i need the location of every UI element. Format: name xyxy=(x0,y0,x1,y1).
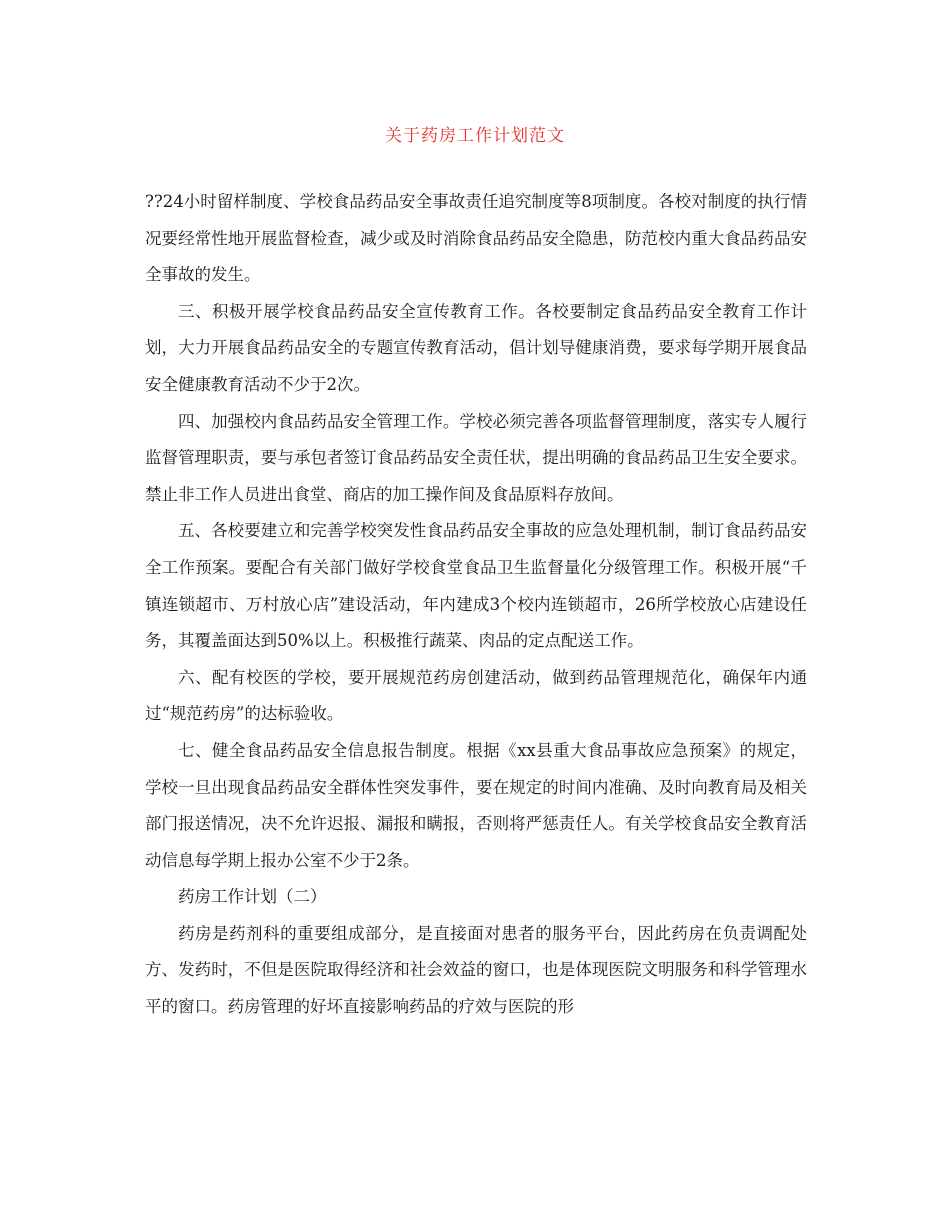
paragraph-section-five: 五、各校要建立和完善学校突发性食品药品安全事故的应急处理机制，制订食品药品安全工作预案。要配合有关部门做好学校食堂食品卫生监督量化分级管理工作。积极开展“千镇连锁超市、万村放心店”建设活动，年内建成3个校内连锁超市，26所学校放心店建设任务，其覆盖面达到50%以上。积极推行蔬菜、肉品的定点配送工作。 xyxy=(145,521,807,651)
paragraph-section-seven: 七、健全食品药品安全信息报告制度。根据《xx县重大食品事故应急预案》的规定，学校一旦出现食品药品安全群体性突发事件，要在规定的时间内准确、及时向教育局及相关部门报送情况，决不允许迟报、漏报和瞒报，否则将严惩责任人。有关学校食品安全教育活动信息每学期上报办公室不少于2条。 xyxy=(145,740,807,870)
paragraph-pharmacy-intro: 药房是药剂科的重要组成部分，是直接面对患者的服务平台，因此药房在负责调配处方、发药时，不但是医院取得经济和社会效益的窗口，也是体现医院文明服务和科学管理水平的窗口。药房管理的好坏直接影响药品的疗效与医院的形 xyxy=(145,923,807,1017)
section-heading-plan-two: 药房工作计划（二） xyxy=(178,887,327,907)
paragraph-section-six: 六、配有校医的学校，要开展规范药房创建活动，做到药品管理规范化，确保年内通过“规范药房”的达标验收。 xyxy=(145,667,807,724)
document-body xyxy=(145,184,807,1026)
document-title: 关于药房工作计划范文 xyxy=(385,126,565,146)
paragraph-section-four: 四、加强校内食品药品安全管理工作。学校必须完善各项监督管理制度，落实专人履行监督管理职责，要与承包者签订食品药品安全责任状，提出明确的食品药品卫生安全要求。禁止非工作人员进出食堂、商店的加工操作间及食品原料存放间。 xyxy=(145,411,807,504)
paragraph-section-three: 三、积极开展学校食品药品安全宣传教育工作。各校要制定食品药品安全教育工作计划，大力开展食品药品安全的专题宣传教育活动，倡计划导健康消费，要求每学期开展食品安全健康教育活动不少于2次。 xyxy=(145,301,807,394)
paragraph-continuation: ??24小时留样制度、学校食品药品安全事故责任追究制度等8项制度。各校对制度的执行情况要经常性地开展监督检查，减少或及时消除食品药品安全隐患，防范校内重大食品药品安全事故的发生。 xyxy=(145,192,807,285)
